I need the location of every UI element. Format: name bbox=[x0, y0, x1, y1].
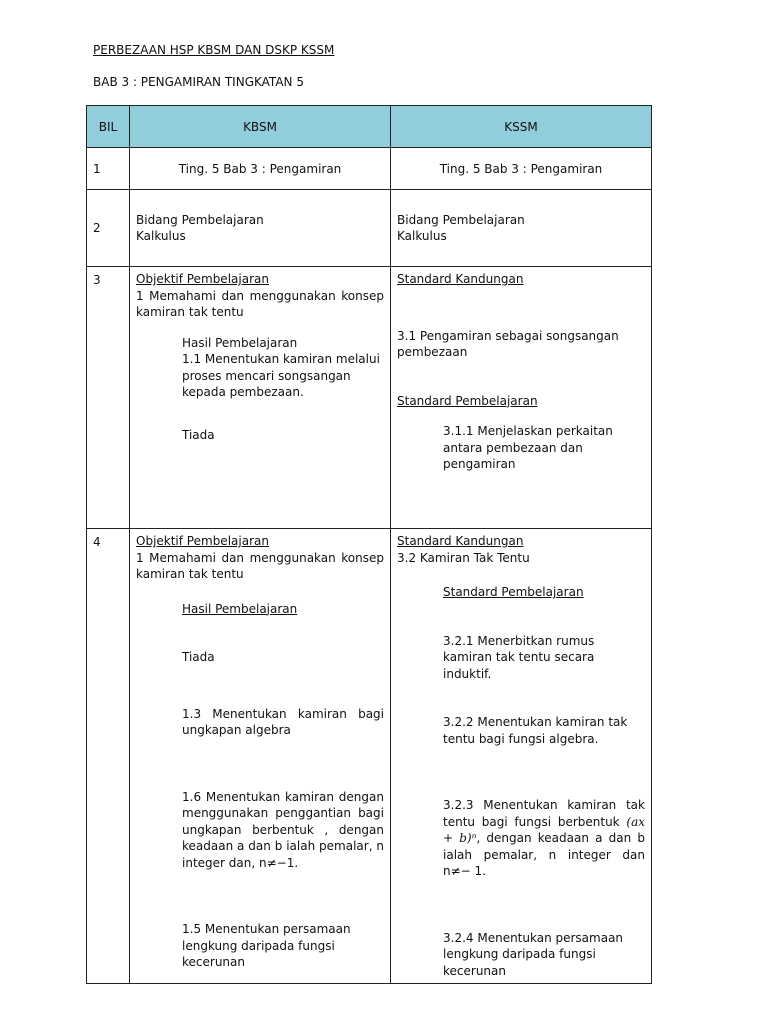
table-row bbox=[87, 148, 652, 190]
kssm-standard-3-2-4: 3.2.4 Menentukan persamaan lengkung daripada fungsi kecerunan bbox=[443, 930, 624, 978]
table-row bbox=[87, 529, 652, 984]
kssm-chapter: Ting. 5 Bab 3 : Pengamiran bbox=[439, 161, 603, 176]
document-title: PERBEZAAN HSP KBSM DAN DSKP KSSM bbox=[93, 43, 335, 57]
kbsm-objective-heading: Objektif Pembelajaran bbox=[136, 534, 269, 548]
kssm-learning-heading: Standard Pembelajaran bbox=[397, 393, 538, 408]
kbsm-field-value: Kalkulus bbox=[136, 229, 186, 243]
kssm-field-value: Kalkulus bbox=[397, 229, 447, 243]
kbsm-outcome-title: Hasil Pembelajaran bbox=[182, 601, 298, 616]
kbsm-none-text: Tiada bbox=[182, 427, 215, 442]
kssm-content-text: 3.1 Pengamiran sebagai songsangan pembezaan bbox=[397, 328, 619, 359]
table-row bbox=[87, 267, 652, 529]
kbsm-outcome-text: 1.1 Menentukan kamiran melalui proses mencari songsangan kepada pembezaan. bbox=[182, 352, 380, 399]
kssm-content-heading: Standard Kandungan bbox=[397, 272, 524, 286]
kssm-standard-3-2-1: 3.2.1 Menerbitkan rumus kamiran tak tentu secara induktif. bbox=[443, 633, 595, 681]
kssm-standard-3-2-3 bbox=[397, 797, 645, 880]
kssm-standard-3-2-3-rest: , dengan keadaan a dan b ialah pemalar, n integer dan n≠− 1. bbox=[443, 831, 645, 878]
kbsm-chapter: Ting. 5 Bab 3 : Pengamiran bbox=[178, 161, 342, 176]
comparison-table bbox=[86, 105, 652, 984]
kbsm-objective-text: 1 Memahami dan menggunakan konsep kamiran tak tentu bbox=[136, 550, 384, 581]
kssm-content-heading: Standard Kandungan bbox=[397, 534, 524, 548]
header-bil: BIL bbox=[87, 106, 130, 148]
table-row bbox=[87, 190, 652, 267]
kbsm-outcome-1-6: 1.6 Menentukan kamiran dengan menggunakan penggantian bagi ungkapan berbentuk , dengan keadaan a dan b ialah pemalar, n integer dan, n≠−1. bbox=[182, 789, 384, 870]
kssm-learning-text: 3.1.1 Menjelaskan perkaitan antara pembezaan dan pengamiran bbox=[443, 424, 613, 471]
kbsm-none-text: Tiada bbox=[182, 650, 215, 664]
kssm-content-text: 3.2 Kamiran Tak Tentu bbox=[397, 550, 530, 565]
row-number: 4 bbox=[93, 535, 101, 549]
kssm-field-title: Bidang Pembelajaran bbox=[397, 212, 525, 227]
row-number: 3 bbox=[93, 273, 101, 287]
header-kssm: KSSM bbox=[391, 106, 652, 148]
kssm-standard-3-2-3-formula: (ax + b)ⁿ bbox=[443, 814, 645, 845]
kbsm-objective-text: 1 Memahami dan menggunakan konsep kamiran tak tentu bbox=[136, 288, 384, 319]
kssm-standard-3-2-2: 3.2.2 Menentukan kamiran tak tentu bagi fungsi algebra. bbox=[443, 715, 628, 746]
kbsm-field-title: Bidang Pembelajaran bbox=[136, 212, 264, 227]
table-header-row bbox=[87, 106, 652, 148]
kbsm-outcome-1-3: 1.3 Menentukan kamiran bagi ungkapan algebra bbox=[182, 706, 384, 737]
row-number: 2 bbox=[93, 221, 101, 235]
header-kbsm: KBSM bbox=[130, 106, 391, 148]
row-number: 1 bbox=[93, 161, 101, 176]
kssm-standard-3-2-3-text: 3.2.3 Menentukan kamiran tak tentu bagi fungsi berbentuk bbox=[443, 798, 645, 829]
kbsm-objective-heading: Objektif Pembelajaran bbox=[136, 272, 269, 286]
kssm-learning-heading: Standard Pembelajaran bbox=[443, 585, 584, 599]
kbsm-outcome-1-5: 1.5 Menentukan persamaan lengkung daripada fungsi kecerunan bbox=[182, 922, 351, 969]
document-subtitle: BAB 3 : PENGAMIRAN TINGKATAN 5 bbox=[93, 75, 304, 89]
kbsm-outcome-title: Hasil Pembelajaran bbox=[182, 335, 298, 350]
